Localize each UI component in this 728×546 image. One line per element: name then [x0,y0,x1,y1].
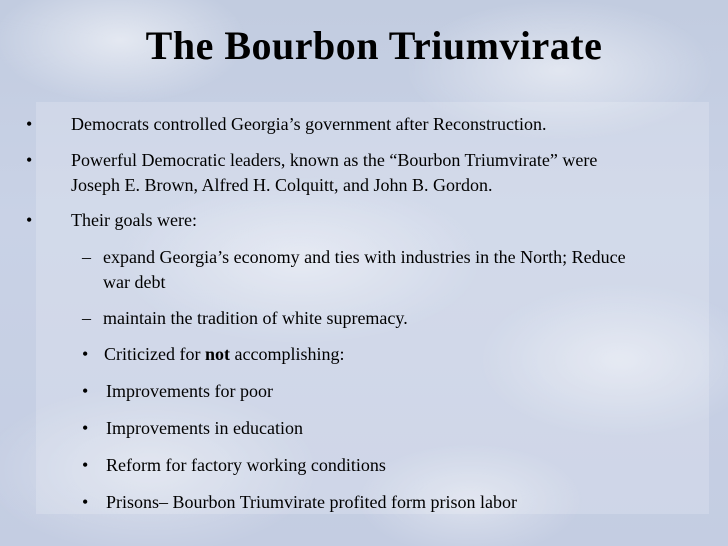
list-item-text: Improvements for poor [106,381,273,401]
bullet-marker: • [82,381,89,401]
bullet-marker: • [26,210,33,230]
bullet-marker: • [26,150,33,170]
bullet-text-line2: Joseph E. Brown, Alfred H. Colquitt, and John B. Gordon. [71,175,493,195]
bullet-marker: • [26,114,33,134]
criticized-after: accomplishing: [229,344,345,364]
sub-bullet-text-line2: war debt [103,272,166,292]
bullet-marker: • [82,418,89,438]
dash-marker: – [82,308,91,328]
slide-title: The Bourbon Triumvirate [145,23,603,68]
list-item-text: Reform for factory working conditions [106,455,386,475]
bullet-marker: • [82,455,89,475]
list-item-text: Prisons– Bourbon Triumvirate profited form prison labor [106,492,517,512]
sub-bullet-text: maintain the tradition of white supremacy. [103,308,408,328]
bullet-text: Their goals were: [71,210,197,230]
bullet-text: Democrats controlled Georgia’s government after Reconstruction. [71,114,547,134]
criticized-text [104,343,704,365]
bullet-text-line1: Powerful Democratic leaders, known as the “Bourbon Triumvirate” were [71,150,598,170]
criticized-emphasis: not [204,344,230,364]
bullet-marker: • [82,492,89,512]
sub-bullet-text-line1: expand Georgia’s economy and ties with industries in the North; Reduce [103,247,626,267]
list-item-text: Improvements in education [106,418,303,438]
criticized-before: Criticized for [104,344,205,364]
bullet-marker: • [82,344,89,364]
dash-marker: – [82,247,91,267]
